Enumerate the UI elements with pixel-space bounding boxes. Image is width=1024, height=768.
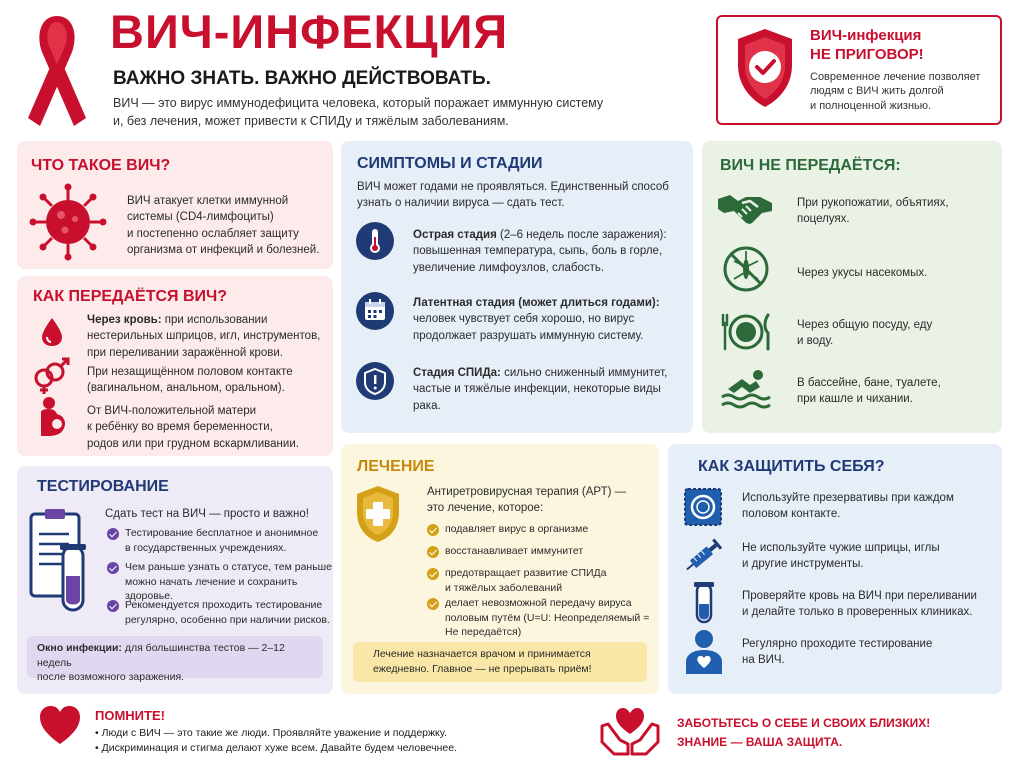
- protect-item: [742, 540, 940, 573]
- protect-item: [742, 588, 977, 621]
- text-line: Антиретровирусная терапия (АРТ) —: [427, 486, 627, 498]
- transmission-sex-text: [87, 364, 293, 397]
- page-subtitle: ВАЖНО ЗНАТЬ. ВАЖНО ДЕЙСТВОВАТЬ.: [113, 68, 491, 89]
- text-line: для большинства тестов — 2–12 недель: [37, 642, 285, 669]
- text-line: и тяжёлых заболеваний: [445, 581, 563, 594]
- text-line: продолжает разрушать иммунную систему.: [413, 329, 644, 342]
- text-line: повышенная температура, сыпь, боль в горле,: [413, 245, 663, 258]
- text-line: системы (CD4-лимфоциты): [127, 211, 274, 224]
- text-line: рака.: [413, 399, 441, 412]
- shield-check-icon: [734, 27, 796, 109]
- check-icon: [427, 524, 439, 536]
- promo-title: [810, 27, 924, 65]
- shield-cross-icon: [353, 484, 403, 544]
- awareness-ribbon-icon: [22, 8, 92, 133]
- treatment-intro: [427, 484, 626, 517]
- promo-text: [810, 70, 995, 113]
- description-line: ВИЧ — это вирус иммунодефицита человека, который поражает иммунную систему: [113, 96, 604, 110]
- text-line: предотвращает развитие СПИДа: [445, 567, 607, 579]
- text-line: При рукопожатии, объятиях,: [797, 197, 949, 209]
- text-line: увеличение лимфоузлов, слабость.: [413, 261, 605, 274]
- syringe-crossed-icon: [680, 534, 726, 578]
- care-message: [677, 714, 930, 752]
- what-is-hiv-text: [127, 193, 319, 258]
- testing-intro: Сдать тест на ВИЧ — просто и важно!: [105, 508, 309, 520]
- text-line: частые и тяжёлые инфекции, некоторые виды: [413, 383, 661, 396]
- treatment-item: [445, 566, 607, 595]
- text-line: Не передаётся): [445, 626, 522, 639]
- text-bold: Острая стадия: [413, 229, 497, 241]
- page-title: ВИЧ-ИНФЕКЦИЯ: [110, 5, 509, 58]
- text-line: при кашле и чихании.: [797, 393, 913, 406]
- handshake-icon: [716, 187, 774, 227]
- text-line: и воду.: [797, 335, 834, 348]
- not-transmitted-item: Через укусы насекомых.: [797, 267, 928, 279]
- remember-title: ПОМНИТЕ!: [95, 708, 165, 723]
- text-bold: Стадия СПИДа:: [413, 367, 501, 379]
- text-line: человек чувствует себя хорошо, но вирус: [413, 313, 635, 326]
- card-title: СИМПТОМЫ И СТАДИИ: [357, 155, 543, 172]
- what-is-hiv-card: [17, 141, 333, 269]
- text-line: при переливании заражённой крови.: [87, 346, 283, 359]
- text-line: и другие инструменты.: [742, 558, 864, 571]
- mosquito-crossed-icon: [722, 245, 770, 293]
- promo-title-line: НЕ ПРИГОВОР!: [810, 45, 924, 63]
- card-title: ЛЕЧЕНИЕ: [357, 458, 435, 475]
- promo-text-line: и полноценной жизнью.: [810, 99, 932, 112]
- text-line: на ВИЧ.: [742, 654, 785, 667]
- treatment-note-box: [353, 642, 647, 682]
- heart-icon: [38, 704, 82, 746]
- text-line: Регулярно проходите тестирование: [742, 638, 933, 650]
- text-line: ежедневно. Главное — не прерывать приём!: [373, 662, 592, 675]
- condom-icon: [682, 486, 724, 528]
- text-line: сильно сниженный иммунитет,: [500, 367, 668, 379]
- text-line: и постепенно ослабляет защиту: [127, 227, 299, 240]
- protect-item: [742, 490, 954, 523]
- text-line: (2–6 недель после заражения):: [496, 229, 667, 241]
- symptoms-latent: [413, 295, 660, 344]
- remember-item-text: Дискриминация и стигма делают хуже всем. Давайте будем человечнее.: [101, 742, 458, 755]
- symptoms-aids: [413, 365, 667, 414]
- text-bold: Окно инфекции:: [37, 642, 122, 654]
- plate-cutlery-icon: [718, 311, 774, 353]
- page-description: [113, 95, 673, 130]
- pregnant-mother-icon: [35, 396, 71, 440]
- text-line: после возможного заражения.: [37, 671, 185, 684]
- care-line: ЗНАНИЕ — ВАША ЗАЩИТА.: [677, 735, 843, 750]
- infection-window-text: [37, 641, 321, 685]
- text-line: Проверяйте кровь на ВИЧ при переливании: [742, 590, 977, 602]
- calendar-icon: [355, 291, 395, 331]
- text-line: Лечение назначается врачом и принимается: [373, 648, 591, 660]
- text-line: и делайте только в проверенных клиниках.: [742, 606, 973, 619]
- person-heart-icon: [682, 628, 726, 676]
- text-line: это лечение, которое:: [427, 502, 544, 515]
- text-line: делает невозможной передачу вируса: [445, 597, 632, 609]
- text-line: Рекомендуется проходить тестирование: [125, 599, 323, 611]
- symptoms-intro: [357, 179, 669, 212]
- text-line: узнать о наличии вируса — сдать тест.: [357, 197, 565, 210]
- remember-item-text: Люди с ВИЧ — это такие же люди. Проявляйте уважение и поддержку.: [101, 727, 447, 739]
- promo-text-line: людям с ВИЧ жить долгой: [810, 85, 944, 98]
- description-line: и, без лечения, может привести к СПИДу и тяжёлым заболеваниям.: [113, 113, 509, 128]
- shield-warning-icon: [355, 361, 395, 401]
- treatment-note: [373, 647, 592, 676]
- check-icon: [107, 528, 119, 540]
- symptoms-card: [341, 141, 693, 433]
- text-bold: Латентная стадия (может длиться годами):: [413, 297, 660, 309]
- text-line: Тестирование бесплатное и анонимное: [125, 527, 319, 539]
- text-line: родов или при грудном вскармливании.: [87, 437, 299, 450]
- not-transmitted-card: [702, 141, 1002, 433]
- check-icon: [427, 546, 439, 558]
- card-title: ВИЧ НЕ ПЕРЕДАЁТСЯ:: [720, 157, 901, 174]
- check-icon: [107, 600, 119, 612]
- card-title: ТЕСТИРОВАНИЕ: [37, 478, 169, 495]
- text-line: половым путём (U=U: Неопределяемый =: [445, 611, 650, 624]
- transmission-card: [17, 276, 333, 456]
- hands-heart-icon: [598, 704, 662, 756]
- treatment-item: [445, 596, 649, 640]
- symptoms-acute: [413, 227, 667, 276]
- transmission-blood-text: [87, 312, 320, 361]
- text-line: при использовании: [161, 314, 268, 326]
- text-line: В бассейне, бане, туалете,: [797, 377, 941, 389]
- text-line: можно начать лечение и сохранить здоровье.: [125, 575, 298, 603]
- remember-item: • Люди с ВИЧ — это такие же люди. Проявляйте уважение и поддержку.: [95, 727, 447, 739]
- text-line: организма от инфекций и болезней.: [127, 243, 320, 256]
- check-icon: [427, 598, 439, 610]
- text-line: Используйте презервативы при каждом: [742, 492, 954, 504]
- not-transmitted-item: [797, 195, 949, 228]
- text-line: (вагинальном, анальном, оральном).: [87, 382, 285, 395]
- text-line: Чем раньше узнать о статусе, тем раньше: [125, 561, 332, 573]
- card-title: КАК ЗАЩИТИТЬ СЕБЯ?: [698, 458, 885, 475]
- text-line: Не используйте чужие шприцы, иглы: [742, 542, 940, 554]
- card-title: КАК ПЕРЕДАЁТСЯ ВИЧ?: [33, 288, 228, 305]
- text-line: половом контакте.: [742, 508, 841, 521]
- testing-item: [125, 598, 330, 627]
- text-bold: Через кровь:: [87, 314, 162, 326]
- testing-item: [125, 526, 318, 555]
- text-line: ВИЧ атакует клетки иммунной: [127, 195, 289, 207]
- gender-symbols-icon: [31, 356, 73, 396]
- check-icon: [427, 568, 439, 580]
- promo-title-line: ВИЧ-инфекция: [810, 27, 922, 44]
- remember-item: • Дискриминация и стигма делают хуже всем. Давайте будем человечнее.: [95, 742, 458, 755]
- text-line: Через общую посуду, еду: [797, 319, 933, 331]
- protect-item: [742, 636, 932, 669]
- transmission-mother-text: [87, 403, 299, 452]
- check-icon: [107, 562, 119, 574]
- text-line: поцелуях.: [797, 213, 850, 226]
- protect-card: [668, 444, 1002, 694]
- remember-list: [95, 726, 457, 756]
- testing-card: [17, 466, 333, 694]
- clipboard-test-tube-icon: [27, 506, 97, 616]
- not-transmitted-item: [797, 375, 941, 408]
- promo-text-line: Современное лечение позволяет: [810, 71, 981, 83]
- card-title: ЧТО ТАКОЕ ВИЧ?: [31, 157, 171, 174]
- swimmer-icon: [720, 367, 772, 409]
- treatment-item: подавляет вирус в организме: [445, 523, 589, 535]
- blood-drop-icon: [39, 316, 65, 348]
- care-line: ЗАБОТЬТЕСЬ О СЕБЕ И СВОИХ БЛИЗКИХ!: [677, 716, 931, 730]
- text-line: нестерильных шприцов, игл, инструментов,: [87, 330, 321, 343]
- text-line: в государственных учреждениях.: [125, 541, 287, 554]
- text-line: От ВИЧ-положительной матери: [87, 405, 257, 417]
- treatment-card: [341, 444, 659, 694]
- text-line: регулярно, особенно при наличии рисков.: [125, 613, 330, 626]
- infection-window-box: [27, 636, 323, 684]
- blood-test-tube-icon: [692, 580, 716, 626]
- promo-box: [716, 15, 1002, 125]
- virus-icon: [29, 183, 107, 261]
- text-line: При незащищённом половом контакте: [87, 366, 293, 378]
- thermometer-icon: [355, 221, 395, 261]
- not-transmitted-item: [797, 317, 932, 350]
- text-line: ВИЧ может годами не проявляться. Единственный способ: [357, 181, 669, 193]
- text-line: к ребёнку во время беременности,: [87, 421, 273, 434]
- treatment-item: восстанавливает иммунитет: [445, 545, 584, 557]
